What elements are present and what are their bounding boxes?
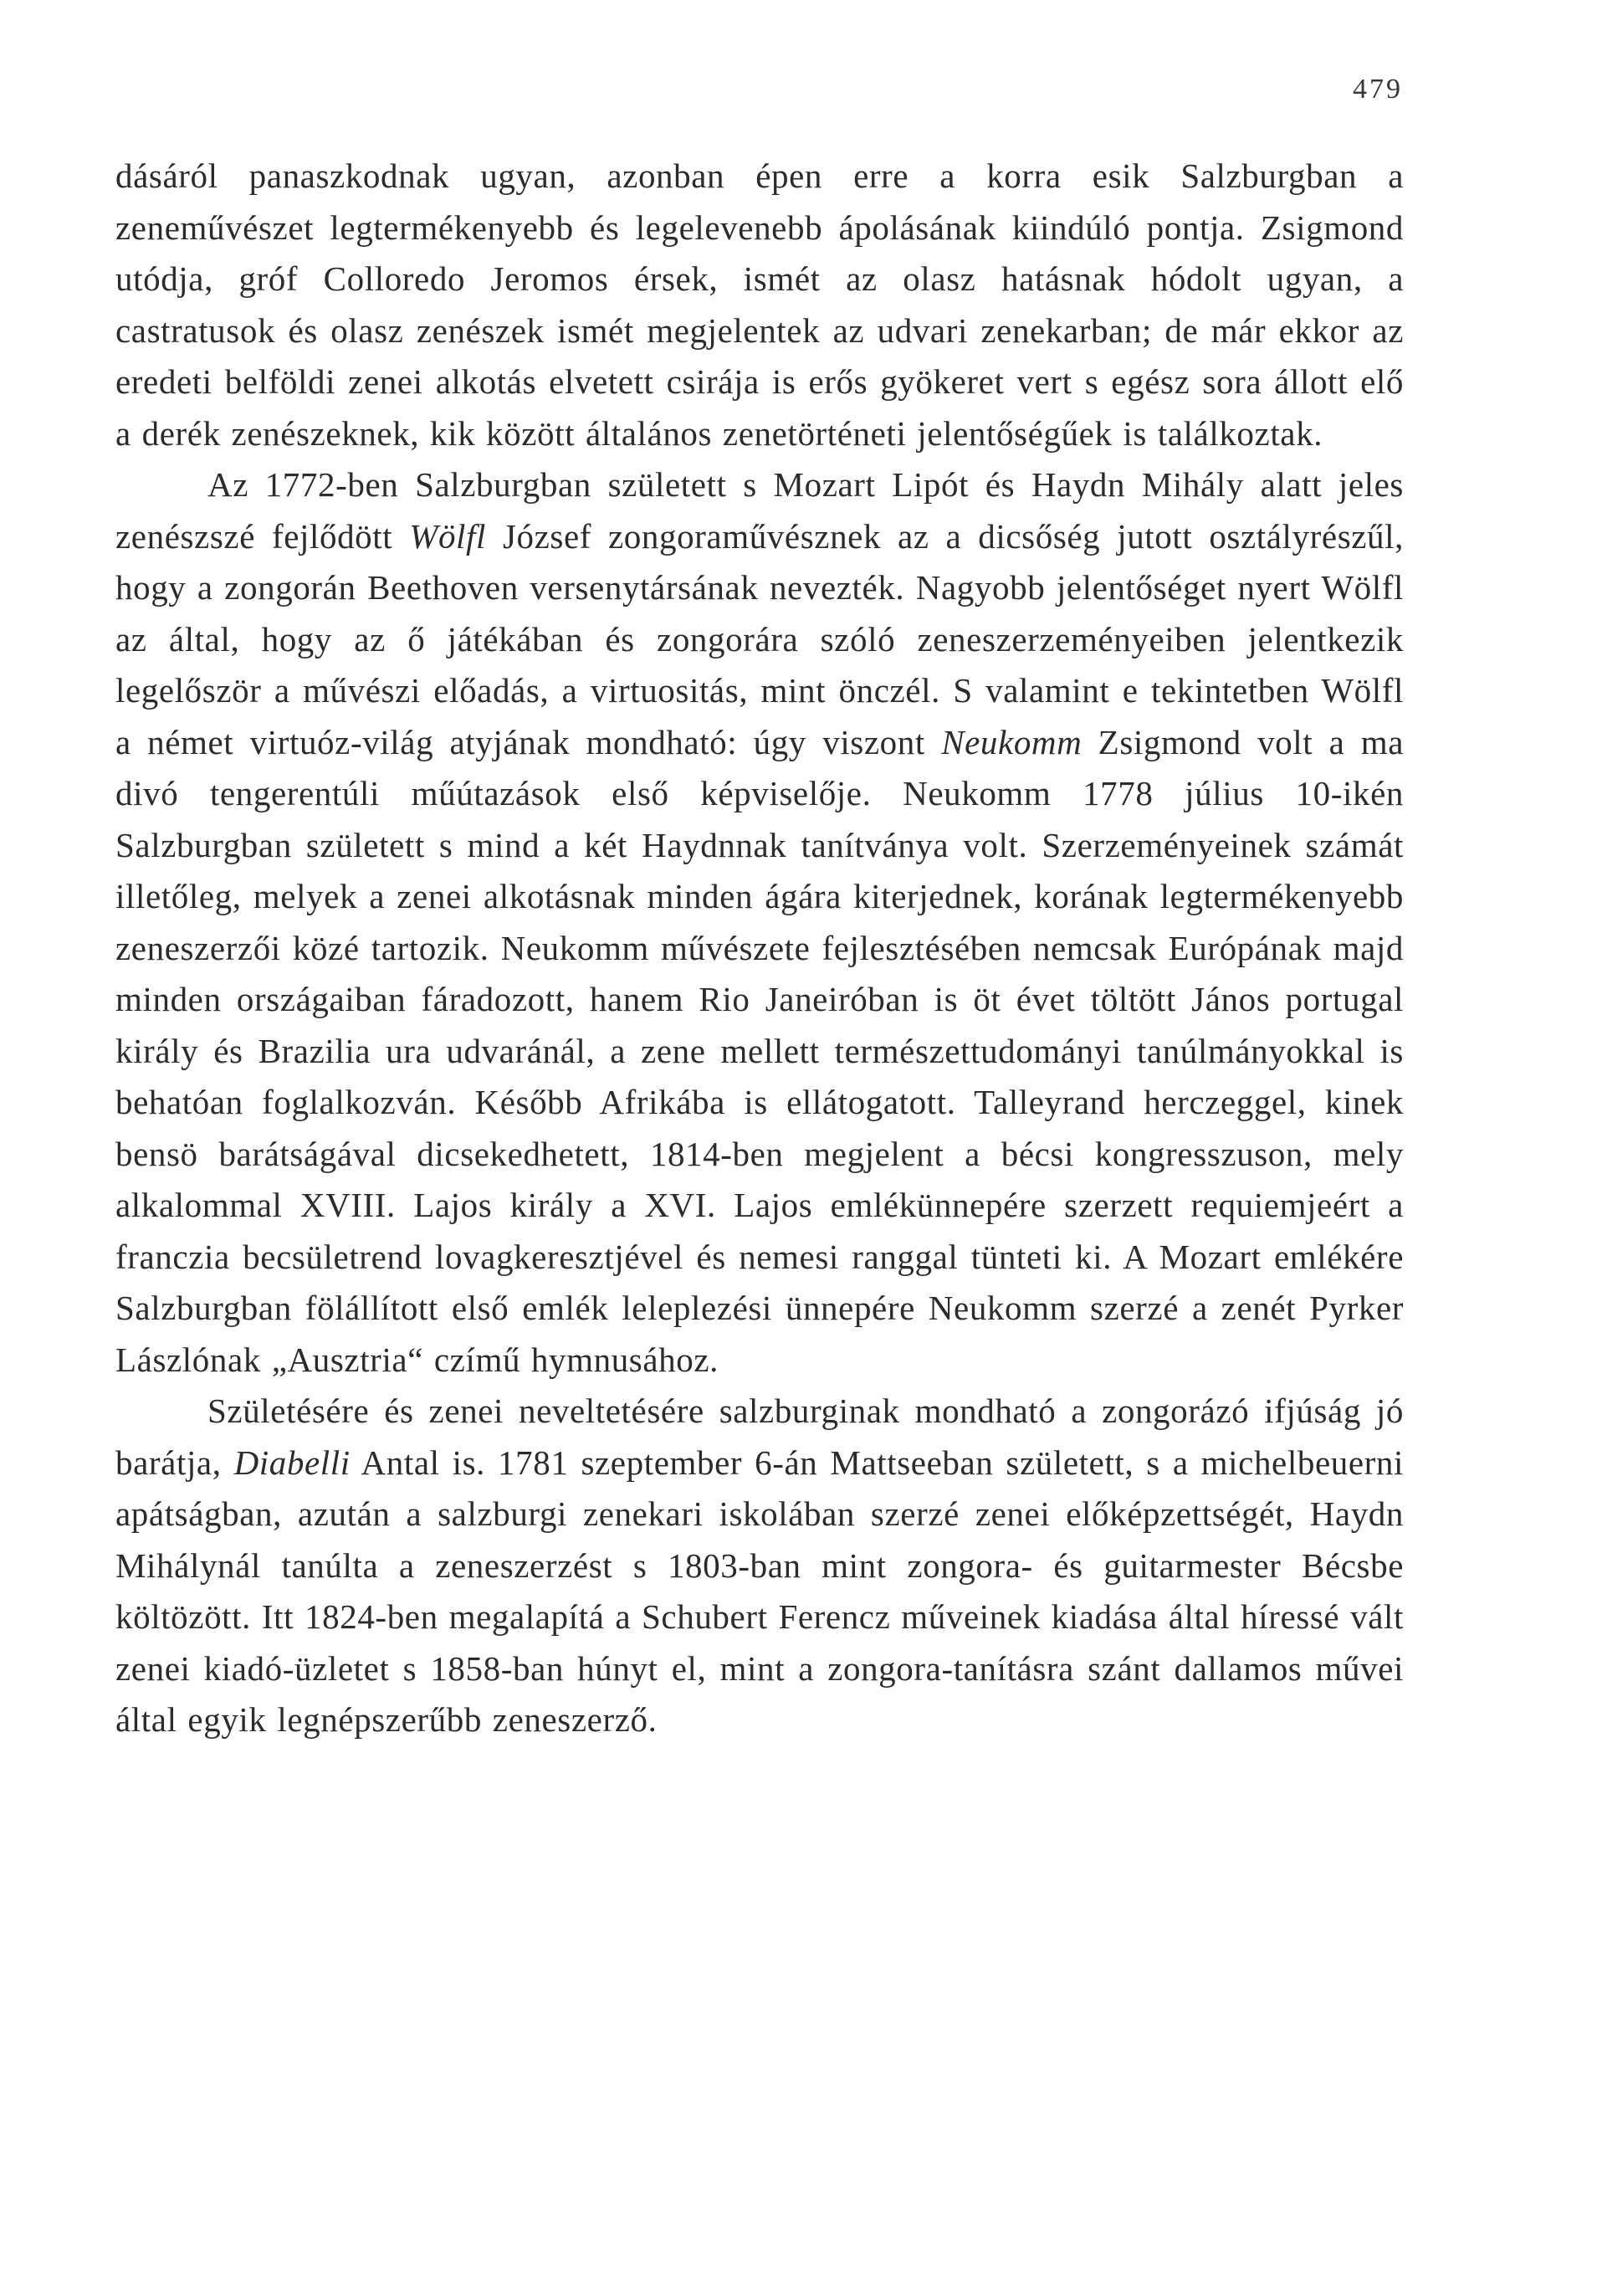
paragraph-3: [115, 1386, 1404, 1746]
name-neukomm: Neukomm: [941, 722, 1083, 761]
paragraph-1: [115, 151, 1404, 459]
paragraph-2: [115, 459, 1404, 1386]
paragraph-text: Antal is. 1781 szeptember 6-án Mattseeban született, s a michelbeuerni apátságban, azután a salzburgi zenekari iskolában szerzé zenei előképzettségét, Haydn Mihálynál tanúlta a zeneszerzést s 1803-ban mint zongora- és guitarmester Bécsbe költözött. Itt 1824-ben megalapítá a Schubert Ferencz műveinek kiadása által híressé vált zenei kiadó-üzletet s 1858-ban húnyt el, mint a zongora-tanításra szánt dallamos művei által egyik legnépszerűbb zeneszerző.: [115, 1443, 1404, 1739]
name-diabelli: Diabelli: [233, 1443, 351, 1482]
paragraph-text: József zongoraművésznek az a dicsőség jutott osztályrészűl, hogy a zongorán Beethoven versenytársának nevezték. Nagyobb jelentőséget nyert Wölfl az által, hogy az ő játékában és zongorára szóló zeneszerzeményeiben jelentkezik legelőször a művészi előadás, a virtuositás, mint önczél. S valamint e tekintetben Wölfl a német virtuóz-világ atyjának mondható: úgy viszont: [115, 516, 1404, 761]
paragraph-text: dásáról panaszkodnak ugyan, azonban épen erre a korra esik Salzburgban a zeneművészet legtermékenyebb és legelevenebb ápolásának kiindúló pontja. Zsigmond utódja, gróf Colloredo Jeromos érsek, ismét az olasz hatásnak hódolt ugyan, a castratusok és olasz zenészek ismét megjelentek az udvari zenekarban; de már ekkor az eredeti belföldi zenei alkotás elvetett csirája is erős gyökeret vert s egész sora állott elő a derék zenészeknek, kik között általános zenetörténeti jelentőségűek is találkoztak.: [115, 156, 1404, 453]
page-number: 479: [1353, 74, 1403, 105]
paragraph-text: Születésére és zenei neveltetésére salzburginak mondható a zongorázó ifjúság jó barátja,: [115, 1391, 1404, 1482]
paragraph-text: Az 1772-ben Salzburgban született s Mozart Lipót és Haydn Mihály alatt jeles zenészszé fejlődött: [115, 465, 1404, 556]
body-text: [115, 151, 1404, 1746]
paragraph-text: Zsigmond volt a ma divó tengerentúli műútazások első képviselője. Neukomm 1778 július 10-ikén Salzburgban született s mind a két Haydnnak tanítványa volt. Szerzeményeinek számát illetőleg, melyek a zenei alkotásnak minden ágára kiterjednek, korának legtermékenyebb zeneszerzői közé tartozik. Neukomm művészete fejlesztésében nemcsak Európának majd minden országaiban fáradozott, hanem Rio Janeiróban is öt évet töltött János portugal király és Brazilia ura udvaránál, a zene mellett természettudományi tanúlmányokkal is behatóan foglalkozván. Később Afrikába is ellátogatott. Talleyrand herczeggel, kinek bensö barátságával dicsekedhetett, 1814-ben megjelent a bécsi kongresszuson, mely alkalommal XVIII. Lajos király a XVI. Lajos emlékünnepére szerzett requiemjeért a franczia becsületrend lovagkeresztjével és nemesi ranggal tünteti ki. A Mozart emlékére Salzburgban fölállított első emlék leleplezési ünnepére Neukomm szerzé a zenét Pyrker Lászlónak „Ausztria“ czímű hymnusához.: [115, 722, 1404, 1379]
name-wolfl: Wölfl: [409, 516, 487, 556]
